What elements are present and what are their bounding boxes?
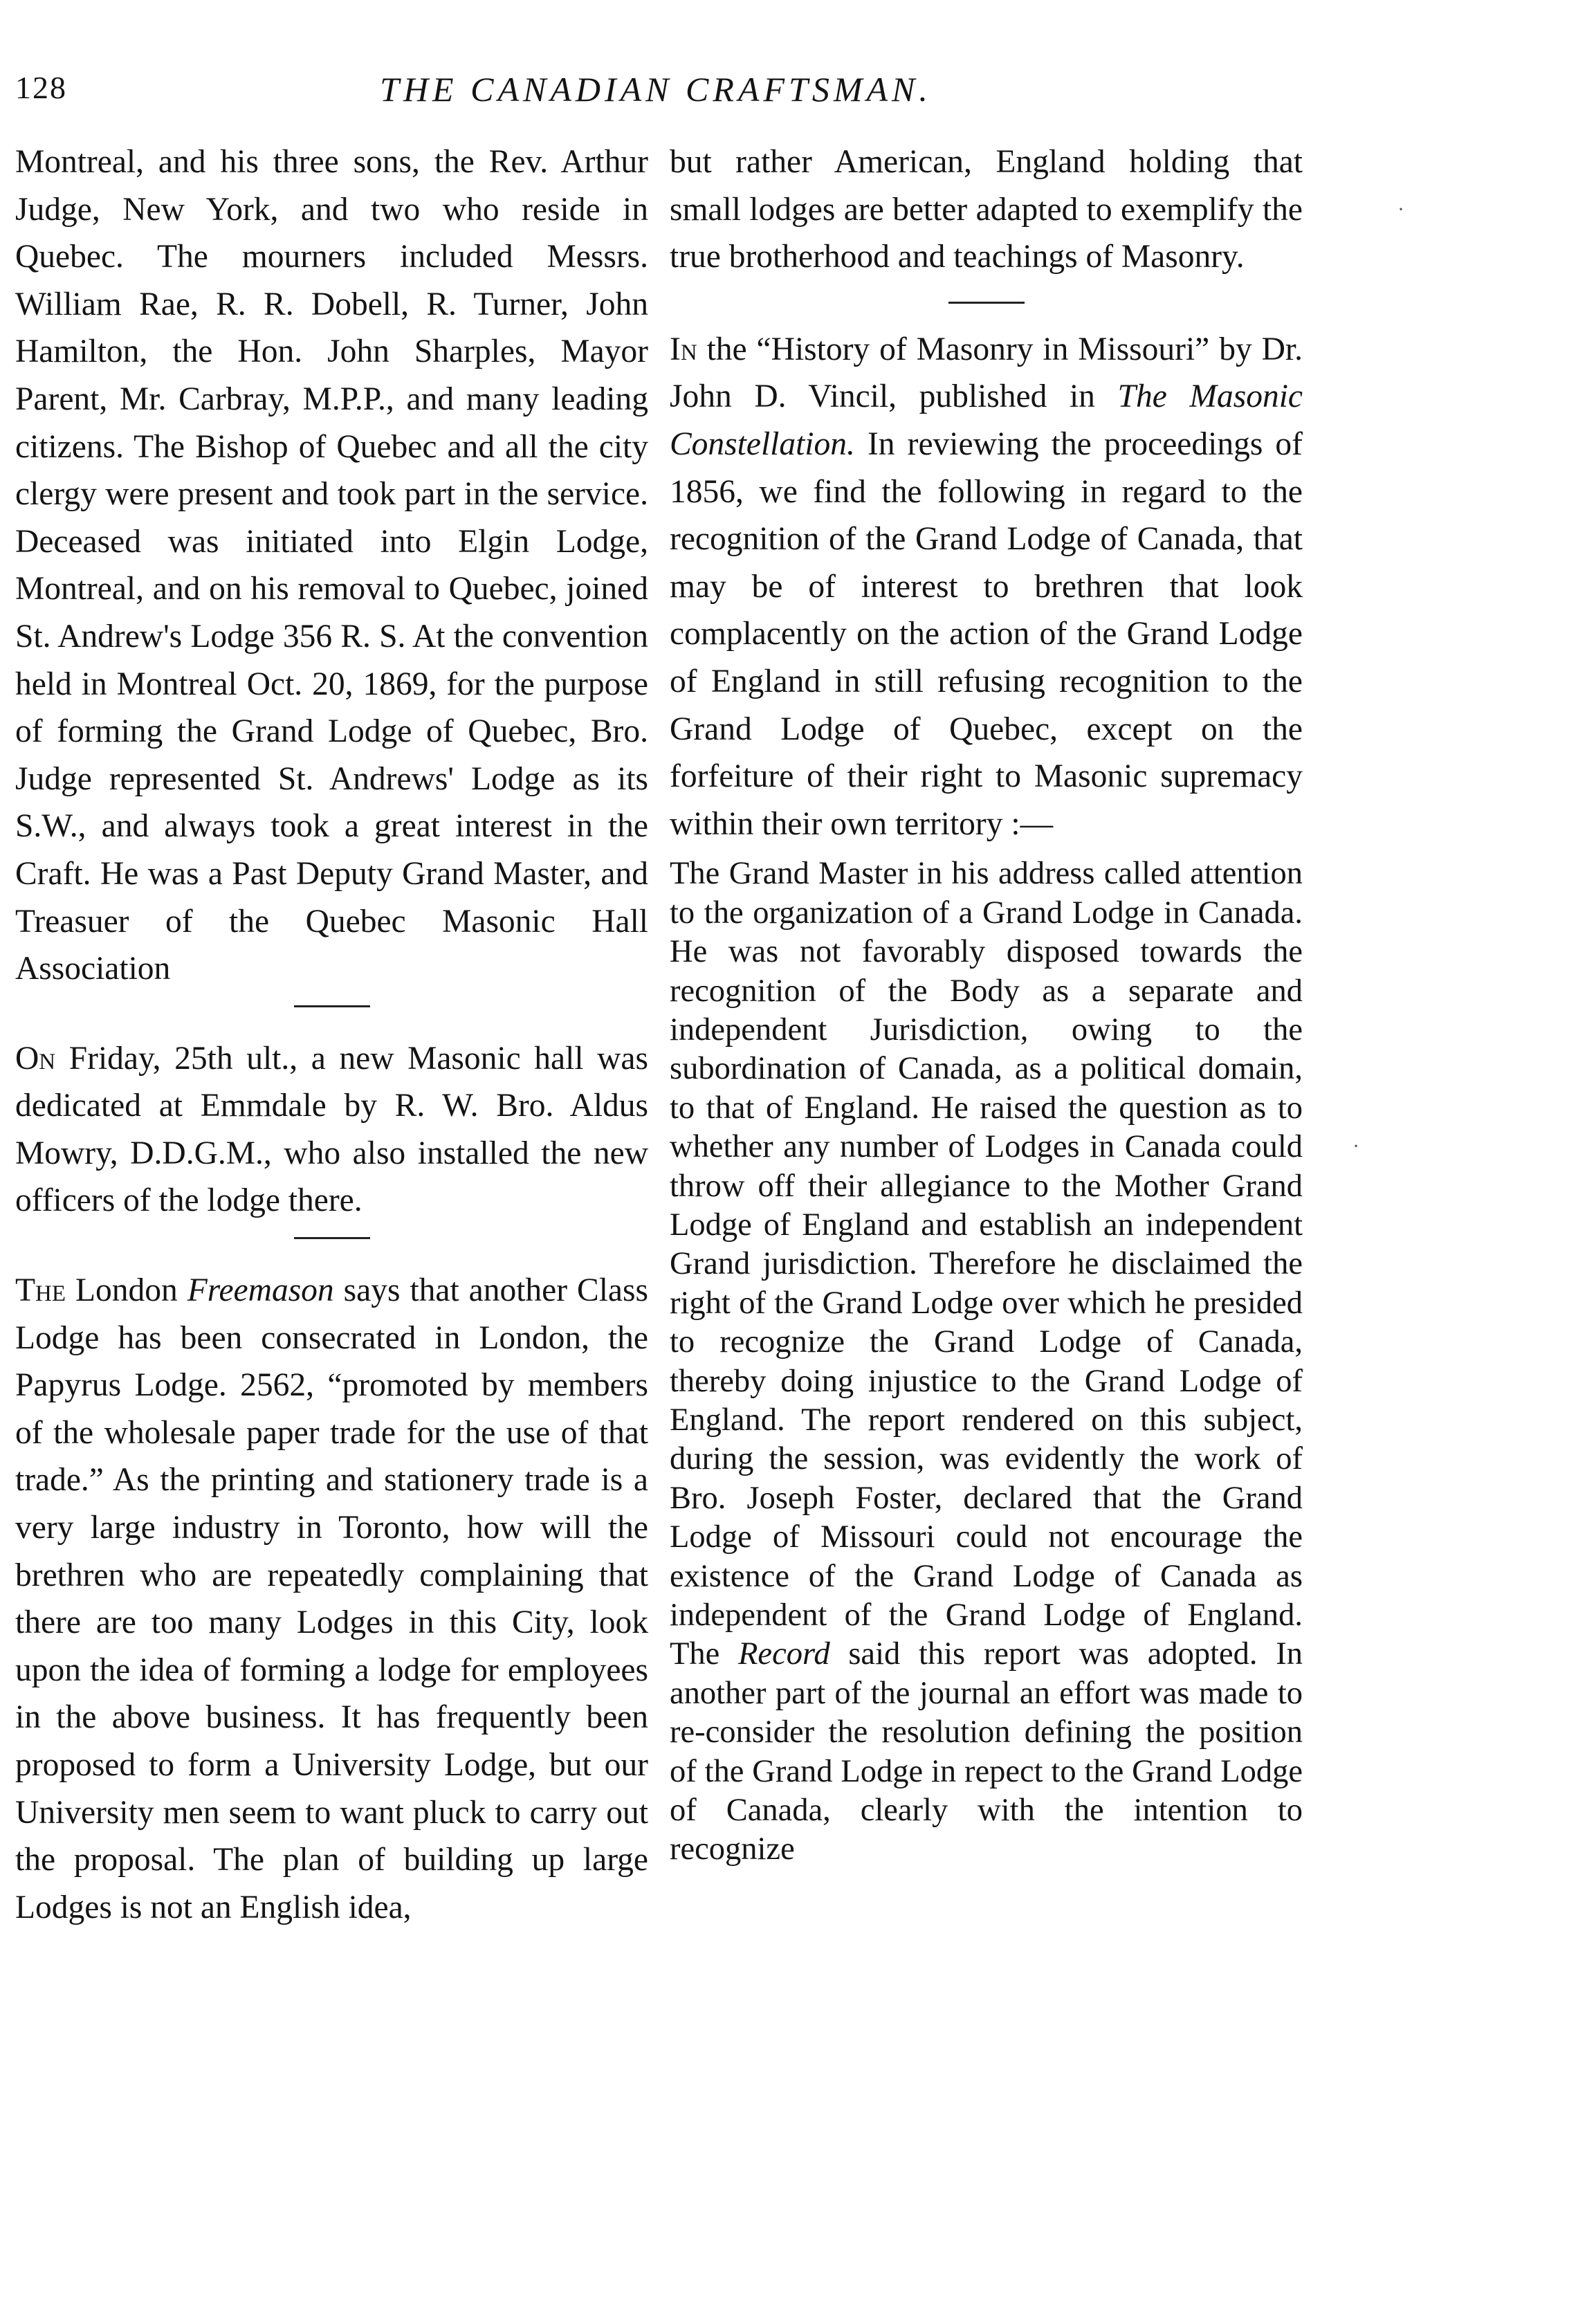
paragraph-text: said this report was adopted. In another part of the journal an effort was made to re-consider the resolution defining the position of the Grand Lodge in repect to the Grand Lodge of Canada, clearly with the intention to recognize (670, 1636, 1303, 1867)
left-column (15, 138, 648, 1931)
publication-title: The Masonic Constellation. (670, 378, 1303, 462)
paragraph-text: says that another Class Lodge has been consecrated in London, the Papyrus Lodge. 2562, “promoted by members of the wholesale paper trade for the use of that trade.” As the printing and stationery trade is a very large industry in Toronto, how will the brethren who are repeatedly complaining that there are too many Lodges in this City, look upon the idea of forming a lodge for employees in the above business. It has frequently been proposed to form a University Lodge, but our University men seem to want pluck to carry out the proposal. The plan of building up large Lodges is not an English idea, (15, 1272, 648, 1925)
paragraph-text: Montreal, and his three sons, the Rev. Arthur Judge, New York, and two who reside in Quebec. The mourners included Messrs. William Rae, R. R. Dobell, R. Turner, John Hamilton, the Hon. John Sharples, Mayor Parent, Mr. Carbray, M.P.P., and many leading citizens. The Bishop of Quebec and all the city clergy were present and took part in the service. Deceased was initiated into Elgin Lodge, Montreal, and on his removal to Quebec, joined St. Andrew's Lodge 356 R. S. At the convention held in Montreal Oct. 20, 1869, for the purpose of forming the Grand Lodge of Quebec, Bro. Judge represented St. Andrews' Lodge as its S.W., and always took a great interest in the Craft. He was a Past Deputy Grand Master, and Treasuer of the Quebec Masonic Hall Association (15, 144, 648, 987)
paragraph-text: London (66, 1272, 187, 1309)
papyrus-lodge-paragraph (15, 1267, 648, 1931)
missouri-history-paragraph (670, 326, 1303, 848)
page-number: 128 (15, 70, 67, 105)
lead-word: In (670, 331, 697, 367)
section-divider (948, 302, 1025, 304)
paragraph-text: but rather American, England holding that small lodges are better adapted to exemplify the true brotherhood and teachings of Masonry. (670, 144, 1303, 275)
paragraph-text: the “History of Masonry in Missouri” by Dr. John D. Vincil, published in (670, 331, 1303, 415)
publication-title: Freemason (187, 1272, 334, 1309)
emmdale-paragraph (15, 1035, 648, 1225)
publication-title: Record (738, 1636, 830, 1672)
quoted-extract (670, 854, 1303, 1869)
speck-mark: · (1352, 1135, 1359, 1157)
right-column (670, 138, 1303, 1869)
page-header (15, 69, 1296, 131)
paragraph-text: The Grand Master in his address called attention to the organization of a Grand Lodge in Canada. He was not favorably disposed towards the recognition of the Body as a separate and independent Jurisdiction, owing to the subordination of Canada, as a political domain, to that of England. He raised the question as to whether any number of Lodges in Canada could throw off their allegiance to the Mother Grand Lodge of England and establish an independent Grand jurisdiction. Therefore he disclaimed the right of the Grand Lodge over which he presided to recognize the Grand Lodge of Canada, thereby doing injustice to the Grand Lodge of England. The report rendered on this subject, during the session, was evidently the work of Bro. Joseph Foster, declared that the Grand Lodge of Missouri could not encourage the existence of the Grand Lodge of Canada as independent of the Grand Lodge of England. The (670, 856, 1303, 1672)
section-divider (294, 1005, 370, 1007)
obituary-paragraph (15, 138, 648, 993)
lead-word: The (15, 1272, 66, 1309)
continuation-paragraph (670, 138, 1303, 281)
speck-mark: · (1397, 198, 1404, 221)
lead-word: On (15, 1040, 56, 1077)
paragraph-text: In reviewing the proceedings of 1856, we find the following in regard to the recognition of the Grand Lodge of Canada, that may be of interest to brethren that look complacently on the action of the Grand Lodge of England in still refusing recognition to the Grand Lodge of Quebec, except on the forfeiture of their right to Masonic supremacy within their own territory :— (670, 425, 1303, 842)
section-divider (294, 1237, 370, 1239)
running-title: THE CANADIAN CRAFTSMAN. (380, 70, 932, 109)
paragraph-text: Friday, 25th ult., a new Masonic hall was dedicated at Emmdale by R. W. Bro. Aldus Mowry, D.D.G.M., who also installed the new officers of the lodge there. (15, 1040, 648, 1219)
